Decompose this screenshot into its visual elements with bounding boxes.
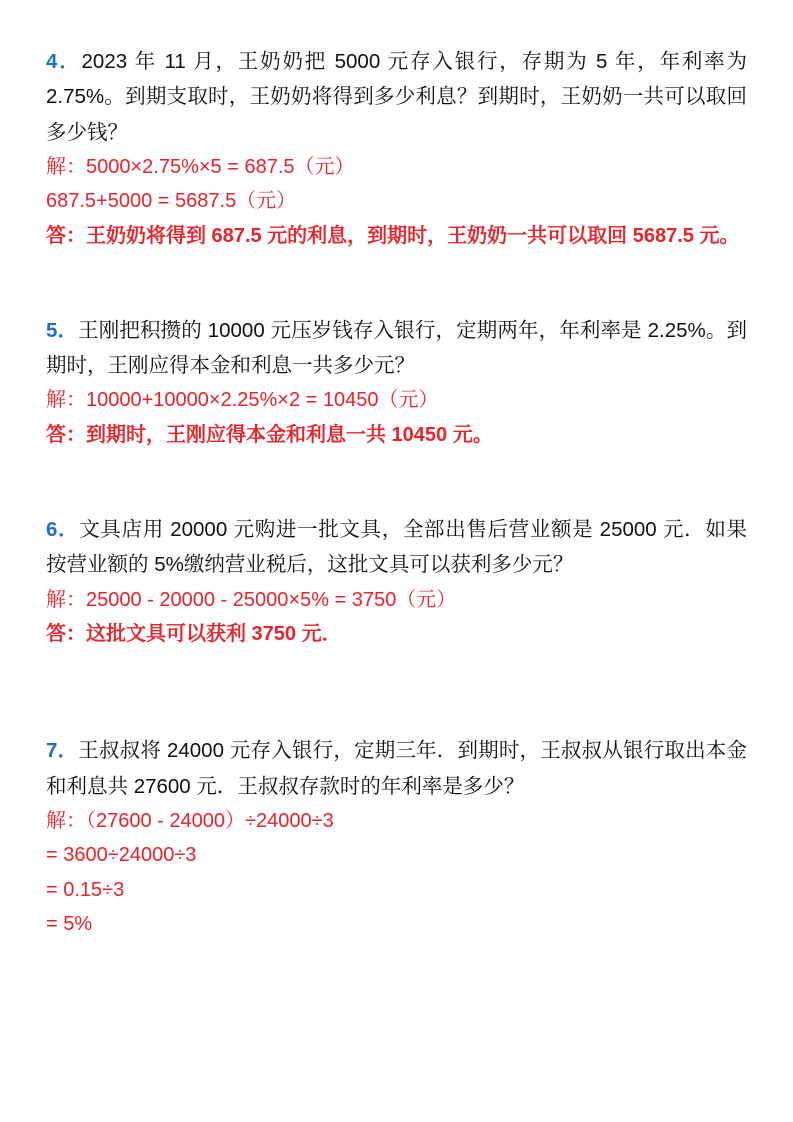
problem-4-question-text: 2023 年 11 月，王奶奶把 5000 元存入银行，存期为 5 年，年利率为 2.75%。到期支取时，王奶奶将得到多少利息？到期时，王奶奶一共可以取回多少钱？ xyxy=(46,50,747,144)
problem-7 xyxy=(46,733,747,941)
problem-7-solution-line-4: = 5% xyxy=(46,913,93,936)
problem-7-solution-line-3: = 0.15÷3 xyxy=(46,878,125,901)
problem-4-solution-line-2: 687.5+5000 = 5687.5（元） xyxy=(46,190,297,213)
problem-6-question-text: 文具店用 20000 元购进一批文具，全部出售后营业额是 25000 元．如果按营业额的 5%缴纳营业税后，这批文具可以获利多少元？ xyxy=(46,518,748,577)
problem-4-number: 4． xyxy=(46,50,82,73)
problem-4-answer: 答：王奶奶将得到 687.5 元的利息，到期时，王奶奶一共可以取回 5687.5 元。 xyxy=(46,224,740,247)
problem-6-number: 6． xyxy=(46,518,80,542)
problem-5 xyxy=(46,313,747,452)
problem-4-solution-line-1: 解：5000×2.75%×5 = 687.5（元） xyxy=(46,155,355,178)
section-gap-2 xyxy=(46,478,747,512)
problem-5-solution-line-1: 解：10000+10000×2.25%×2 = 10450（元） xyxy=(46,389,439,412)
problem-5-number: 5． xyxy=(46,318,79,342)
problem-7-number: 7． xyxy=(46,739,79,763)
problem-6-question xyxy=(46,512,747,583)
problem-6-solution-line-1: 解：25000 - 20000 - 25000×5% = 3750（元） xyxy=(46,588,457,611)
problem-7-question-text: 王叔叔将 24000 元存入银行，定期三年．到期时，王叔叔从银行取出本金和利息共 27600 元．王叔叔存款时的年利率是多少？ xyxy=(46,739,747,798)
section-gap-3 xyxy=(46,677,747,733)
section-gap-1 xyxy=(46,279,747,313)
problem-4-question xyxy=(46,44,747,150)
problem-6 xyxy=(46,512,747,651)
problem-5-question-text: 王刚把积攒的 10000 元压岁钱存入银行，定期两年，年利率是 2.25%。到期时，王刚应得本金和利息一共多少元？ xyxy=(46,318,747,378)
problem-7-solution-line-2: = 3600÷24000÷3 xyxy=(46,844,197,867)
problem-7-question xyxy=(46,733,747,804)
problem-6-answer: 答：这批文具可以获利 3750 元． xyxy=(46,623,342,646)
problem-5-answer: 答：到期时，王刚应得本金和利息一共 10450 元。 xyxy=(46,423,493,446)
problem-7-solution-line-1: 解：（27600 - 24000）÷24000÷3 xyxy=(46,809,334,832)
problem-5-question xyxy=(46,313,747,384)
problem-4 xyxy=(46,44,747,253)
